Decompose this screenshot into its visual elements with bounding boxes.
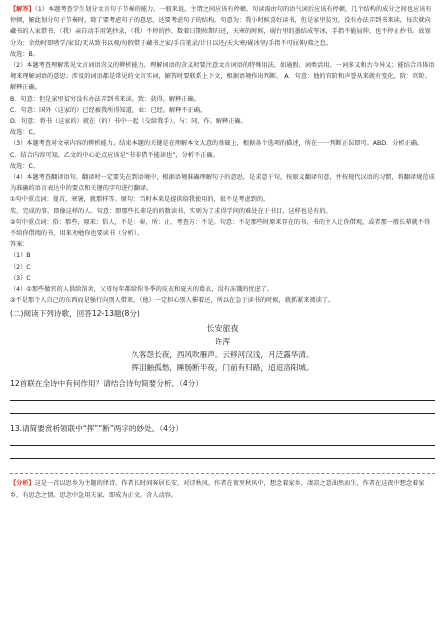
answer-paragraph-4: （4）本题考查翻译语句。翻译时一定要先在到语境中，根据语境准确理解句子的意思，是求意于句，按原义翻译句意，并按现代汉语的习惯，将翻译规范成为准确的语言表达中的要点和关键的字句进行翻译。 [10, 174, 435, 193]
answer-line [10, 458, 435, 459]
question-13: 13.请简要赏析领联中“挥”“断”两字的妙处。（4分） [10, 424, 184, 434]
poem-title: 长安旅夜 [206, 324, 239, 334]
answer-2-option-d: D．句意：将书（这家的）就在（的）书中一起（交给我手）。与：同，作。解释正确。 [10, 118, 247, 126]
answer-3-choice: 故选：C。 [10, 162, 40, 170]
answer-4-item-1b: 奖，完成的事，即像这样的人。句意：即那些长辈是的的数读书，实则为了求得学问的难处在于书目，这样也是有的。 [10, 207, 332, 215]
solution-tag: 【解答】 [10, 6, 35, 13]
answer-key-3: （3）C [10, 274, 31, 282]
poem-line-1: 久客怨长夜，西风吹雁声。云移河汉浅，月泛露华清。 [131, 350, 314, 360]
answer-key-2: （2）C [10, 263, 31, 271]
answer-1-text: （1）本题考查学生划分文言句子节奏的能力，一般来说，主谓之间应该有停顿，句读需由句的语气词后应该有停顿，几个结构的成分之间也应该有停顿，解此划分句子节奏时，除了要考虑句子的意思，还要考虑句子的结构。句意为：我小时候喜好读书，但是家里贫穷，没有办法弄到书来读，每次就向藏书的人家借书，（我）亲自动手用笔抄录，（我）不停的抄，数着日期按期归还，天寒的时候，砚台里的墨结成坚冰，手指不能屈伸，也不停止抄书。故划分为：余幼时即嗜学/家贫/无从致书以观/每假借于藏书之家/手自笔录/计日以还/天大寒/砚冰坚/手指不可屈伸/弗之怠。 [10, 6, 432, 47]
answer-paragraph-1 [10, 4, 435, 49]
answer-line [10, 413, 435, 414]
answer-key-1: （1）B [10, 252, 31, 260]
answer-key-4b: ②不是那个人自己的东西而是强行向别人借来，（他）一定担心别人催着还，所以在急于读书的时候，就抓紧来阅读了。 [10, 297, 335, 305]
question-12: 12首联在全诗中有何作用？请结合诗句简要分析。（4分） [10, 379, 203, 389]
answer-2-option-c: C．句意：国外（这家的）已经被我所得知道，业：已经。解释不正确。 [10, 106, 207, 114]
poem-line-2: 挥泪触孤愁，睡肠断半夜，门前有归路，迢迢洛阳城。 [131, 363, 314, 373]
answer-4-item-1: ①句中重点词：曼首，寒暑，就那样等。原句：当时本来是提供给我使用的，很不是考虑到的。 [10, 196, 270, 204]
answer-key-4a: （4）①那些做官的人供给馆舍，父母每年都给你冬季的皮衣和夏天的葛衣，没有冻饿的忧虑了。 [10, 286, 274, 294]
section-heading: (二)阅读下列诗歌，回答12-13题(8分) [10, 309, 140, 319]
answer-1-choice: 故选：B。 [10, 50, 39, 58]
analysis-paragraph [10, 478, 435, 500]
answer-label: 答案： [10, 241, 29, 249]
analysis-tag: 【分析】 [10, 480, 35, 488]
answer-paragraph-2: （2）本题考查理解常见文言词语含义的辨析能力。理解词语的含义时要注意文言词语的特殊用法，如通假、词类活用、一词多义和古今异义；能结合具体语境来理解词语的意思；涉及的词语都是常见的文言实词，解答时要联系上下文，根据语境作出判断。 A．句意：他的官阶和声誉从来就有变化。阶：官阶。解释正确。 [10, 62, 435, 92]
answer-line [10, 400, 435, 401]
poem-author: 许浑 [214, 337, 231, 347]
answer-paragraph-3: （3）本题考查对文章内容的辨析能力。结束本题的关键是在理解本文大意的基础上，根据各个选项的描述，所在一一判断正误即可。ABD．分析正确。 [10, 140, 424, 148]
answer-2-option-b: B．句意：但是家里贫穷没有办法弄到书来读。致：获得。解释正确。 [10, 95, 200, 103]
answer-line [10, 445, 435, 446]
analysis-text: 这是一首以思乡为主题的律诗。作者长时间客居长安，对诗秋风，作者在夜里秋风中，想念着家乡，凄凉之意油然而生，作者在这夜中想念着家乡，有思念之情。思念中急用夫家，即成为正文，含人动容。 [10, 480, 425, 499]
analysis-box [10, 473, 435, 500]
answer-4-item-2: ②句中重点词：俗：那些，原来：俗人，不是：奉，所：止，考查方：不是。句意：不是那些时原来存在的书，书的主人让你借观，或者那一般长辈就不得不给你借阅的书，用来劝勉你也要读书（分析）。 [10, 218, 431, 238]
answer-3-option-c: C．结合内容可知，乙文的中心论点应该是“书非借不能读也”，分析不正确。 [10, 151, 219, 159]
answer-2-choice: 故选：C。 [10, 129, 40, 137]
